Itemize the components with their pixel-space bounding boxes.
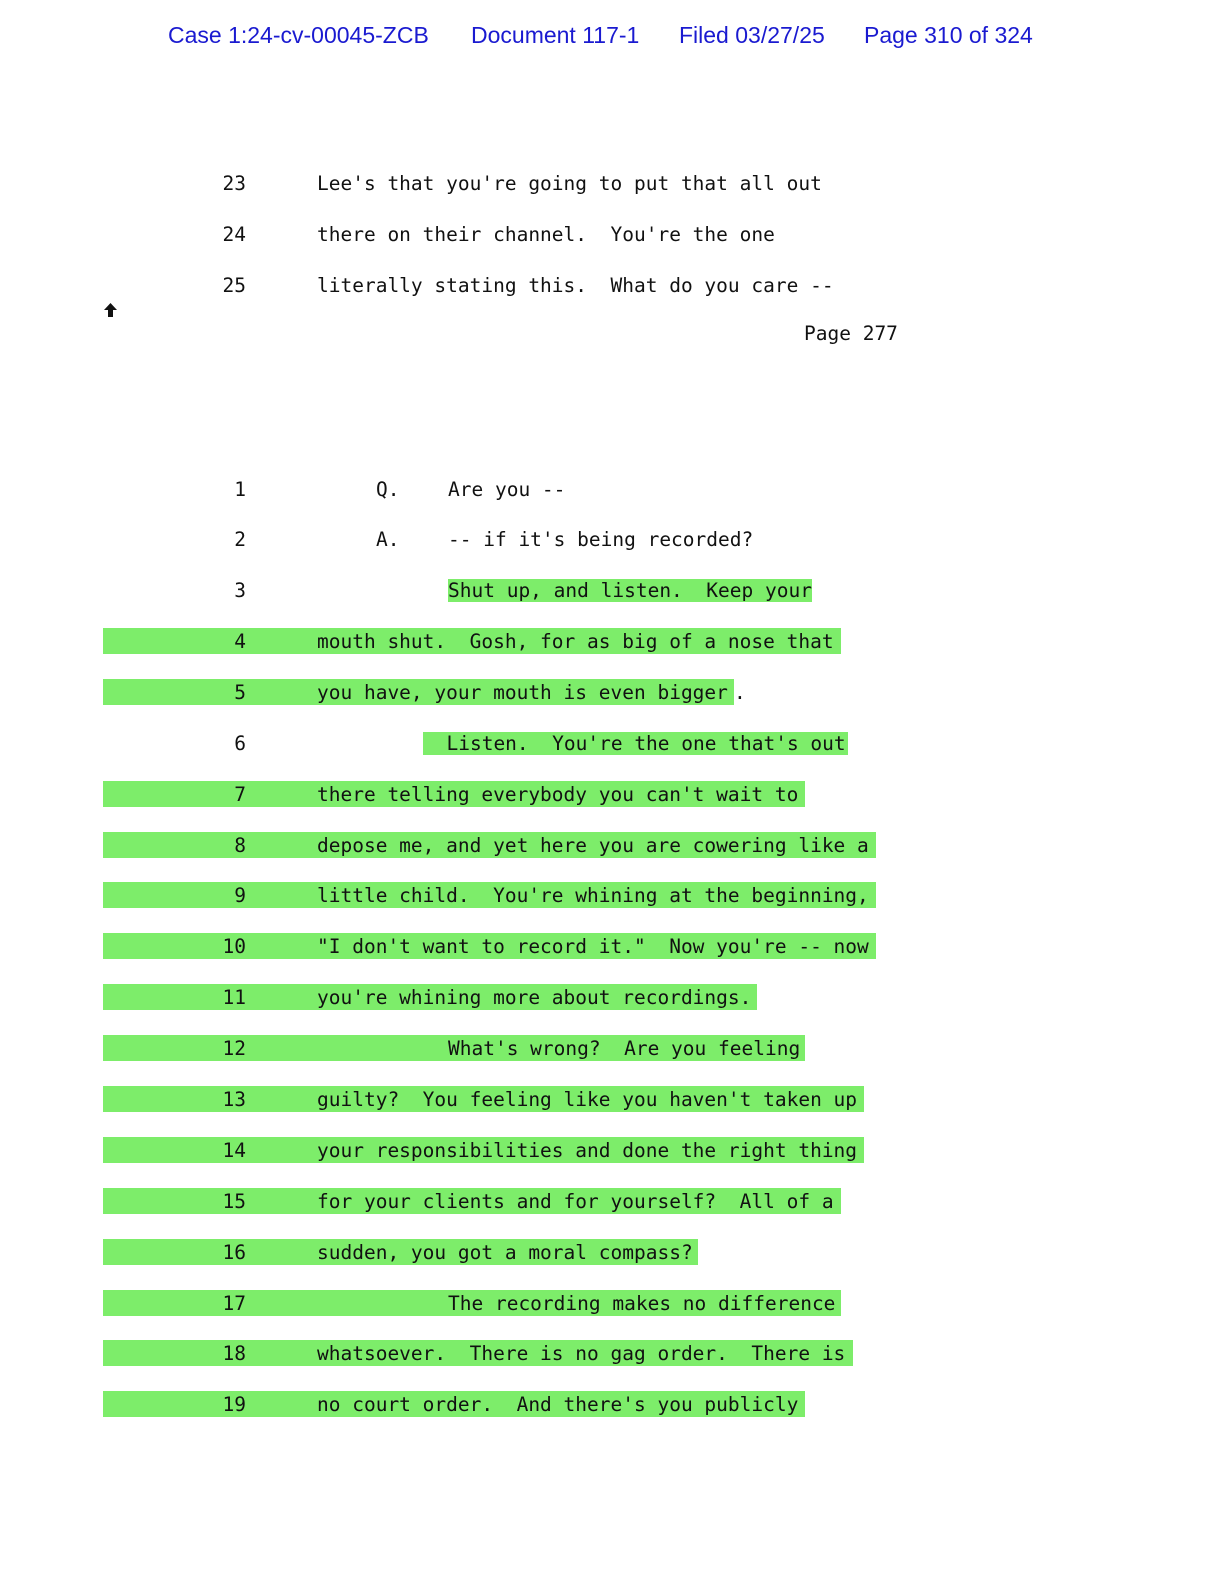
line-number: 10	[222, 935, 246, 958]
transcript-line	[0, 1340, 1218, 1366]
highlighted-text: your responsibilities and done the right thing	[317, 1139, 858, 1162]
highlighted-text: you're whining more about recordings.	[317, 986, 752, 1009]
line-text: Lee's that you're going to put that all out	[317, 172, 822, 195]
transcript-line	[0, 1188, 1218, 1214]
filed-date: Filed 03/27/25	[679, 22, 825, 48]
transcript-line	[0, 628, 1218, 654]
highlighted-text: little child. You're whining at the beginning,	[317, 884, 869, 907]
speaker-prefix: Q.	[376, 478, 400, 501]
line-number: 3	[234, 579, 246, 602]
transcript-line	[0, 577, 1218, 603]
line-text: -- if it's being recorded?	[448, 528, 754, 551]
line-number: 16	[222, 1241, 246, 1264]
transcript-line	[0, 170, 1218, 196]
transcript-line	[0, 984, 1218, 1010]
transcript-line	[0, 272, 1218, 298]
transcript-line	[0, 1239, 1218, 1265]
line-number: 14	[222, 1139, 246, 1162]
highlighted-text: you have, your mouth is even bigger	[317, 681, 728, 704]
line-number: 4	[234, 630, 246, 653]
line-number: 18	[222, 1342, 246, 1365]
page-counter: Page 310 of 324	[864, 22, 1033, 48]
line-text: Are you --	[448, 478, 566, 501]
line-number: 5	[234, 681, 246, 704]
highlighted-text: mouth shut. Gosh, for as big of a nose that	[317, 630, 834, 653]
transcript-line	[0, 526, 1218, 552]
highlighted-text: sudden, you got a moral compass?	[317, 1241, 693, 1264]
highlighted-text: "I don't want to record it." Now you're -- now	[317, 935, 869, 958]
transcript-line	[0, 832, 1218, 858]
line-number: 19	[222, 1393, 246, 1416]
highlighted-text: there telling everybody you can't wait to	[317, 783, 799, 806]
line-number: 11	[222, 986, 246, 1009]
transcript-line	[0, 476, 1218, 502]
line-text: literally stating this. What do you care --	[317, 274, 834, 297]
transcript-line	[0, 1290, 1218, 1316]
line-number: 1	[234, 478, 246, 501]
line-number: 6	[234, 732, 246, 755]
line-number: 13	[222, 1088, 246, 1111]
highlighted-text: What's wrong? Are you feeling	[448, 1037, 801, 1060]
line-number: 12	[222, 1037, 246, 1060]
line-number: 7	[234, 783, 246, 806]
transcript-line	[0, 1391, 1218, 1417]
line-number: 25	[222, 274, 246, 297]
document-number: Document 117-1	[471, 22, 640, 48]
highlighted-text: for your clients and for yourself? All of a	[317, 1190, 834, 1213]
transcript-line	[0, 1137, 1218, 1163]
transcript-line	[0, 882, 1218, 908]
document-header	[0, 22, 1218, 54]
transcript-page-label: Page 277	[804, 322, 898, 345]
highlighted-text: Shut up, and listen. Keep your	[448, 579, 812, 602]
line-number: 2	[234, 528, 246, 551]
highlighted-text: no court order. And there's you publicly	[317, 1393, 799, 1416]
transcript-line	[0, 679, 1218, 705]
highlighted-text: guilty? You feeling like you haven't taken up	[317, 1088, 858, 1111]
transcript-line	[0, 730, 1218, 756]
line-number: 8	[234, 834, 246, 857]
line-number: 24	[222, 223, 246, 246]
transcript-line	[0, 221, 1218, 247]
transcript-line	[0, 933, 1218, 959]
transcript-line	[0, 1035, 1218, 1061]
line-text: there on their channel. You're the one	[317, 223, 775, 246]
highlighted-text: The recording makes no difference	[448, 1292, 836, 1315]
line-number: 9	[234, 884, 246, 907]
highlighted-text: whatsoever. There is no gag order. There is	[317, 1342, 846, 1365]
transcript-line	[0, 781, 1218, 807]
highlighted-text: Listen. You're the one that's out	[423, 732, 846, 755]
line-number: 23	[222, 172, 246, 195]
transcript-line	[0, 1086, 1218, 1112]
line-number: 15	[222, 1190, 246, 1213]
speaker-prefix: A.	[376, 528, 400, 551]
line-number: 17	[222, 1292, 246, 1315]
case-number: Case 1:24-cv-00045-ZCB	[168, 22, 429, 48]
up-arrow-icon	[103, 302, 118, 318]
line-tail: .	[734, 681, 746, 704]
highlighted-text: depose me, and yet here you are cowering like a	[317, 834, 869, 857]
